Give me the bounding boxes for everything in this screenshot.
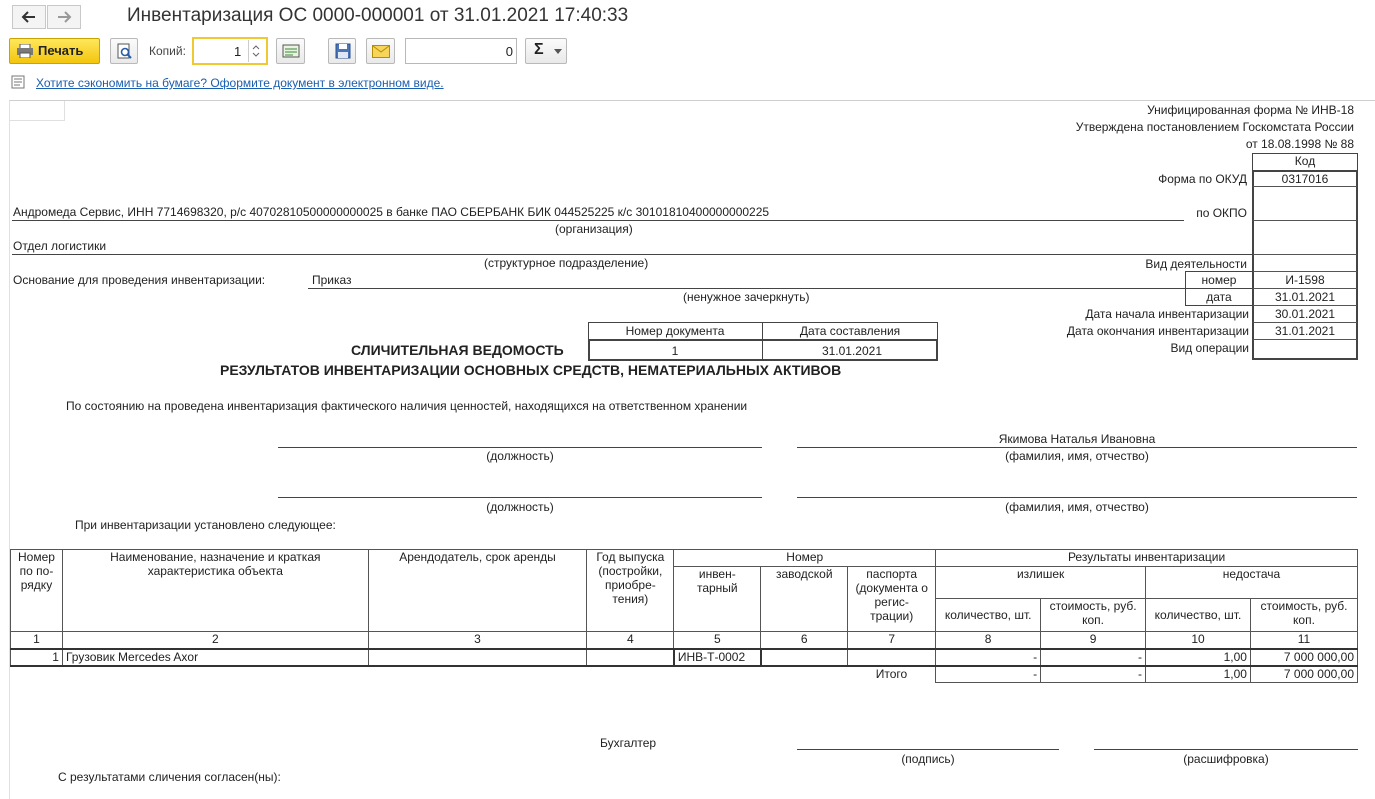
col-header-number-group: Номер <box>674 550 936 567</box>
basis-value: Приказ <box>312 273 352 287</box>
number-value: И-1598 <box>1285 273 1325 287</box>
print-button[interactable] <box>9 38 100 64</box>
row-lessor <box>368 649 587 666</box>
surplus-cost-l1: стоимость, руб. <box>1049 599 1137 613</box>
back-button[interactable] <box>12 5 46 29</box>
col-num: 1 <box>11 632 63 649</box>
department-caption: (структурное подразделение) <box>484 256 649 270</box>
row-surplus-cost: - <box>1041 649 1146 666</box>
inventory-table <box>10 549 1358 683</box>
signature-caption: (подпись) <box>901 752 955 766</box>
col-header-surplus-qty: количество, шт. <box>936 599 1041 632</box>
row-number: 1 <box>11 649 63 666</box>
basis-label: Основание для проведения инвентаризации: <box>13 273 266 287</box>
heading-line1: СЛИЧИТЕЛЬНАЯ ВЕДОМОСТЬ <box>351 342 564 358</box>
sum-value: 0 <box>505 44 513 59</box>
col-header-year <box>587 550 674 632</box>
accountant-label: Бухгалтер <box>600 736 657 750</box>
col-num: 7 <box>848 632 936 649</box>
row-shortage-qty: 1,00 <box>1146 649 1251 666</box>
spin-arrows-icon[interactable] <box>252 43 260 59</box>
row-factory-number <box>761 649 848 666</box>
name-caption-2: (фамилия, имя, отчество) <box>1005 500 1149 514</box>
sum-type-dropdown[interactable] <box>525 38 567 64</box>
okud-value: 0317016 <box>1281 172 1329 186</box>
col-header-passport-l2: (документа о <box>855 581 928 595</box>
start-date-label: Дата начала инвентаризации <box>1085 307 1249 321</box>
approved-label: Утверждена постановлением Госкомстата России <box>1075 120 1354 134</box>
col-header-shortage: недостача <box>1146 567 1358 599</box>
col-header-shortage-qty: количество, шт. <box>1146 599 1251 632</box>
okpo-label: по ОКПО <box>1196 206 1247 220</box>
col-num: 8 <box>936 632 1041 649</box>
copies-label: Копий: <box>149 44 186 58</box>
position-caption-1: (должность) <box>486 449 554 463</box>
agree-text: С результатами сличения согласен(ны): <box>58 770 281 784</box>
envelope-icon <box>372 45 390 58</box>
col-header-passport-l1: паспорта <box>866 567 918 581</box>
table-row[interactable] <box>11 649 1358 666</box>
floppy-disk-icon <box>335 43 351 59</box>
col-header-passport <box>848 567 936 632</box>
col-num: 10 <box>1146 632 1251 649</box>
row-inventory-number: ИНВ-Т-0002 <box>674 649 761 666</box>
shortage-cost-l2: коп. <box>1293 613 1315 627</box>
toggle-edit-button[interactable] <box>276 38 305 64</box>
col-header-number-l2: по по- <box>19 564 54 578</box>
col-num: 4 <box>587 632 674 649</box>
col-header-passport-l4: трации) <box>870 609 914 623</box>
position-caption-2: (должность) <box>486 500 554 514</box>
row-year <box>587 649 674 666</box>
doc-date-value: 31.01.2021 <box>821 344 882 358</box>
organization-value: Андромеда Сервис, ИНН 7714698320, р/с 40702810500000000025 в банке ПАО СБЕРБАНК БИК 044525225 к/с 30101810400000000225 <box>13 205 770 219</box>
col-header-inventory-l2: тарный <box>696 581 738 595</box>
heading-line2: РЕЗУЛЬТАТОВ ИНВЕНТАРИЗАЦИИ ОСНОВНЫХ СРЕДСТВ, НЕМАТЕРИАЛЬНЫХ АКТИВОВ <box>220 362 842 378</box>
total-shortage-cost: 7 000 000,00 <box>1250 666 1357 683</box>
shortage-cost-l1: стоимость, руб. <box>1260 599 1348 613</box>
total-surplus-qty: - <box>936 666 1041 683</box>
edit-document-icon <box>282 43 300 59</box>
decoding-caption: (расшифровка) <box>1183 752 1269 766</box>
col-header-passport-l3: регис- <box>874 595 909 609</box>
col-header-year-l3: приобре- <box>604 578 656 592</box>
arrow-left-icon <box>21 10 37 24</box>
copies-stepper[interactable] <box>192 37 268 65</box>
col-header-surplus: излишек <box>936 567 1146 599</box>
unified-form-label: Унифицированная форма № ИНВ-18 <box>1147 103 1354 117</box>
activity-label: Вид деятельности <box>1145 257 1247 271</box>
col-header-year-l4: тения) <box>612 592 649 606</box>
number-label: номер <box>1201 273 1237 287</box>
surplus-cost-l2: коп. <box>1082 613 1105 627</box>
okud-label: Форма по ОКУД <box>1158 172 1247 186</box>
organization-caption: (организация) <box>555 222 633 236</box>
col-num: 9 <box>1041 632 1146 649</box>
operation-label: Вид операции <box>1170 341 1249 355</box>
doc-number-value: 1 <box>671 344 679 358</box>
col-header-year-l1: Год выпуска <box>596 550 665 564</box>
code-header: Код <box>1294 154 1316 168</box>
responsible-person-name: Якимова Наталья Ивановна <box>998 432 1156 446</box>
print-button-label: Печать <box>38 43 84 58</box>
preview-button[interactable] <box>110 38 138 64</box>
col-header-surplus-cost <box>1041 599 1146 632</box>
date-label: дата <box>1206 290 1232 304</box>
start-date-value: 30.01.2021 <box>1274 307 1336 321</box>
total-row <box>11 666 1358 683</box>
sigma-icon: Σ <box>534 41 544 58</box>
total-surplus-cost: - <box>1041 666 1146 683</box>
col-header-number-l3: рядку <box>20 578 53 592</box>
state-text: По состоянию на проведена инвентаризация фактического наличия ценностей, находящихся на ответственном хранении <box>66 399 748 413</box>
col-header-lessor: Арендодатель, срок аренды <box>368 550 587 632</box>
col-num: 3 <box>368 632 587 649</box>
col-header-results: Результаты инвентаризации <box>936 550 1358 567</box>
department-value: Отдел логистики <box>13 239 107 253</box>
doc-number-header: Номер документа <box>625 324 725 338</box>
col-header-name-l1: Наименование, назначение и краткая <box>110 550 321 564</box>
save-button[interactable] <box>328 38 356 64</box>
end-date-value: 31.01.2021 <box>1274 324 1336 338</box>
col-header-inventory <box>674 567 761 632</box>
doc-date-header: Дата составления <box>799 324 901 338</box>
corner-cell <box>10 101 65 121</box>
col-header-shortage-cost <box>1250 599 1357 632</box>
col-num: 5 <box>674 632 761 649</box>
name-caption-1: (фамилия, имя, отчество) <box>1005 449 1149 463</box>
col-header-number-l1: Номер <box>18 550 55 564</box>
column-numbers-row <box>11 632 1358 649</box>
row-object-name: Грузовик Mercedes Axor <box>62 649 368 666</box>
forward-button[interactable] <box>47 5 81 29</box>
total-label: Итого <box>875 666 908 681</box>
established-text: При инвентаризации установлено следующее: <box>75 518 336 532</box>
col-num: 2 <box>62 632 368 649</box>
col-header-number <box>11 550 63 632</box>
chevron-down-icon <box>554 49 562 54</box>
copies-value: 1 <box>234 44 242 59</box>
send-email-button[interactable] <box>366 38 395 64</box>
col-header-name <box>62 550 368 632</box>
basis-caption: (ненужное зачеркнуть) <box>683 290 810 304</box>
document-list-icon <box>11 75 25 89</box>
sum-field[interactable] <box>405 38 517 64</box>
print-preview-icon <box>117 43 133 60</box>
row-shortage-cost: 7 000 000,00 <box>1250 649 1357 666</box>
printer-icon <box>17 44 33 58</box>
row-surplus-qty: - <box>936 649 1041 666</box>
approved-date-label: от 18.08.1998 № 88 <box>1245 137 1354 151</box>
col-header-name-l2: характеристика объекта <box>147 564 283 578</box>
window-title: Инвентаризация ОС 0000-000001 от 31.01.2021 17:40:33 <box>127 5 629 26</box>
row-passport <box>848 649 936 666</box>
col-num: 6 <box>761 632 848 649</box>
arrow-right-icon <box>56 10 72 24</box>
electronic-document-link[interactable]: Хотите сэкономить на бумаге? Оформите документ в электронном виде. <box>36 76 444 90</box>
col-header-factory: заводской <box>761 567 848 632</box>
code-header-cell <box>1252 153 1358 170</box>
col-header-year-l2: (постройки, <box>598 564 663 578</box>
col-num: 11 <box>1250 632 1357 649</box>
end-date-label: Дата окончания инвентаризации <box>1066 324 1249 338</box>
col-header-inventory-l1: инвен- <box>698 567 736 581</box>
date-value: 31.01.2021 <box>1274 290 1336 304</box>
total-shortage-qty: 1,00 <box>1146 666 1251 683</box>
